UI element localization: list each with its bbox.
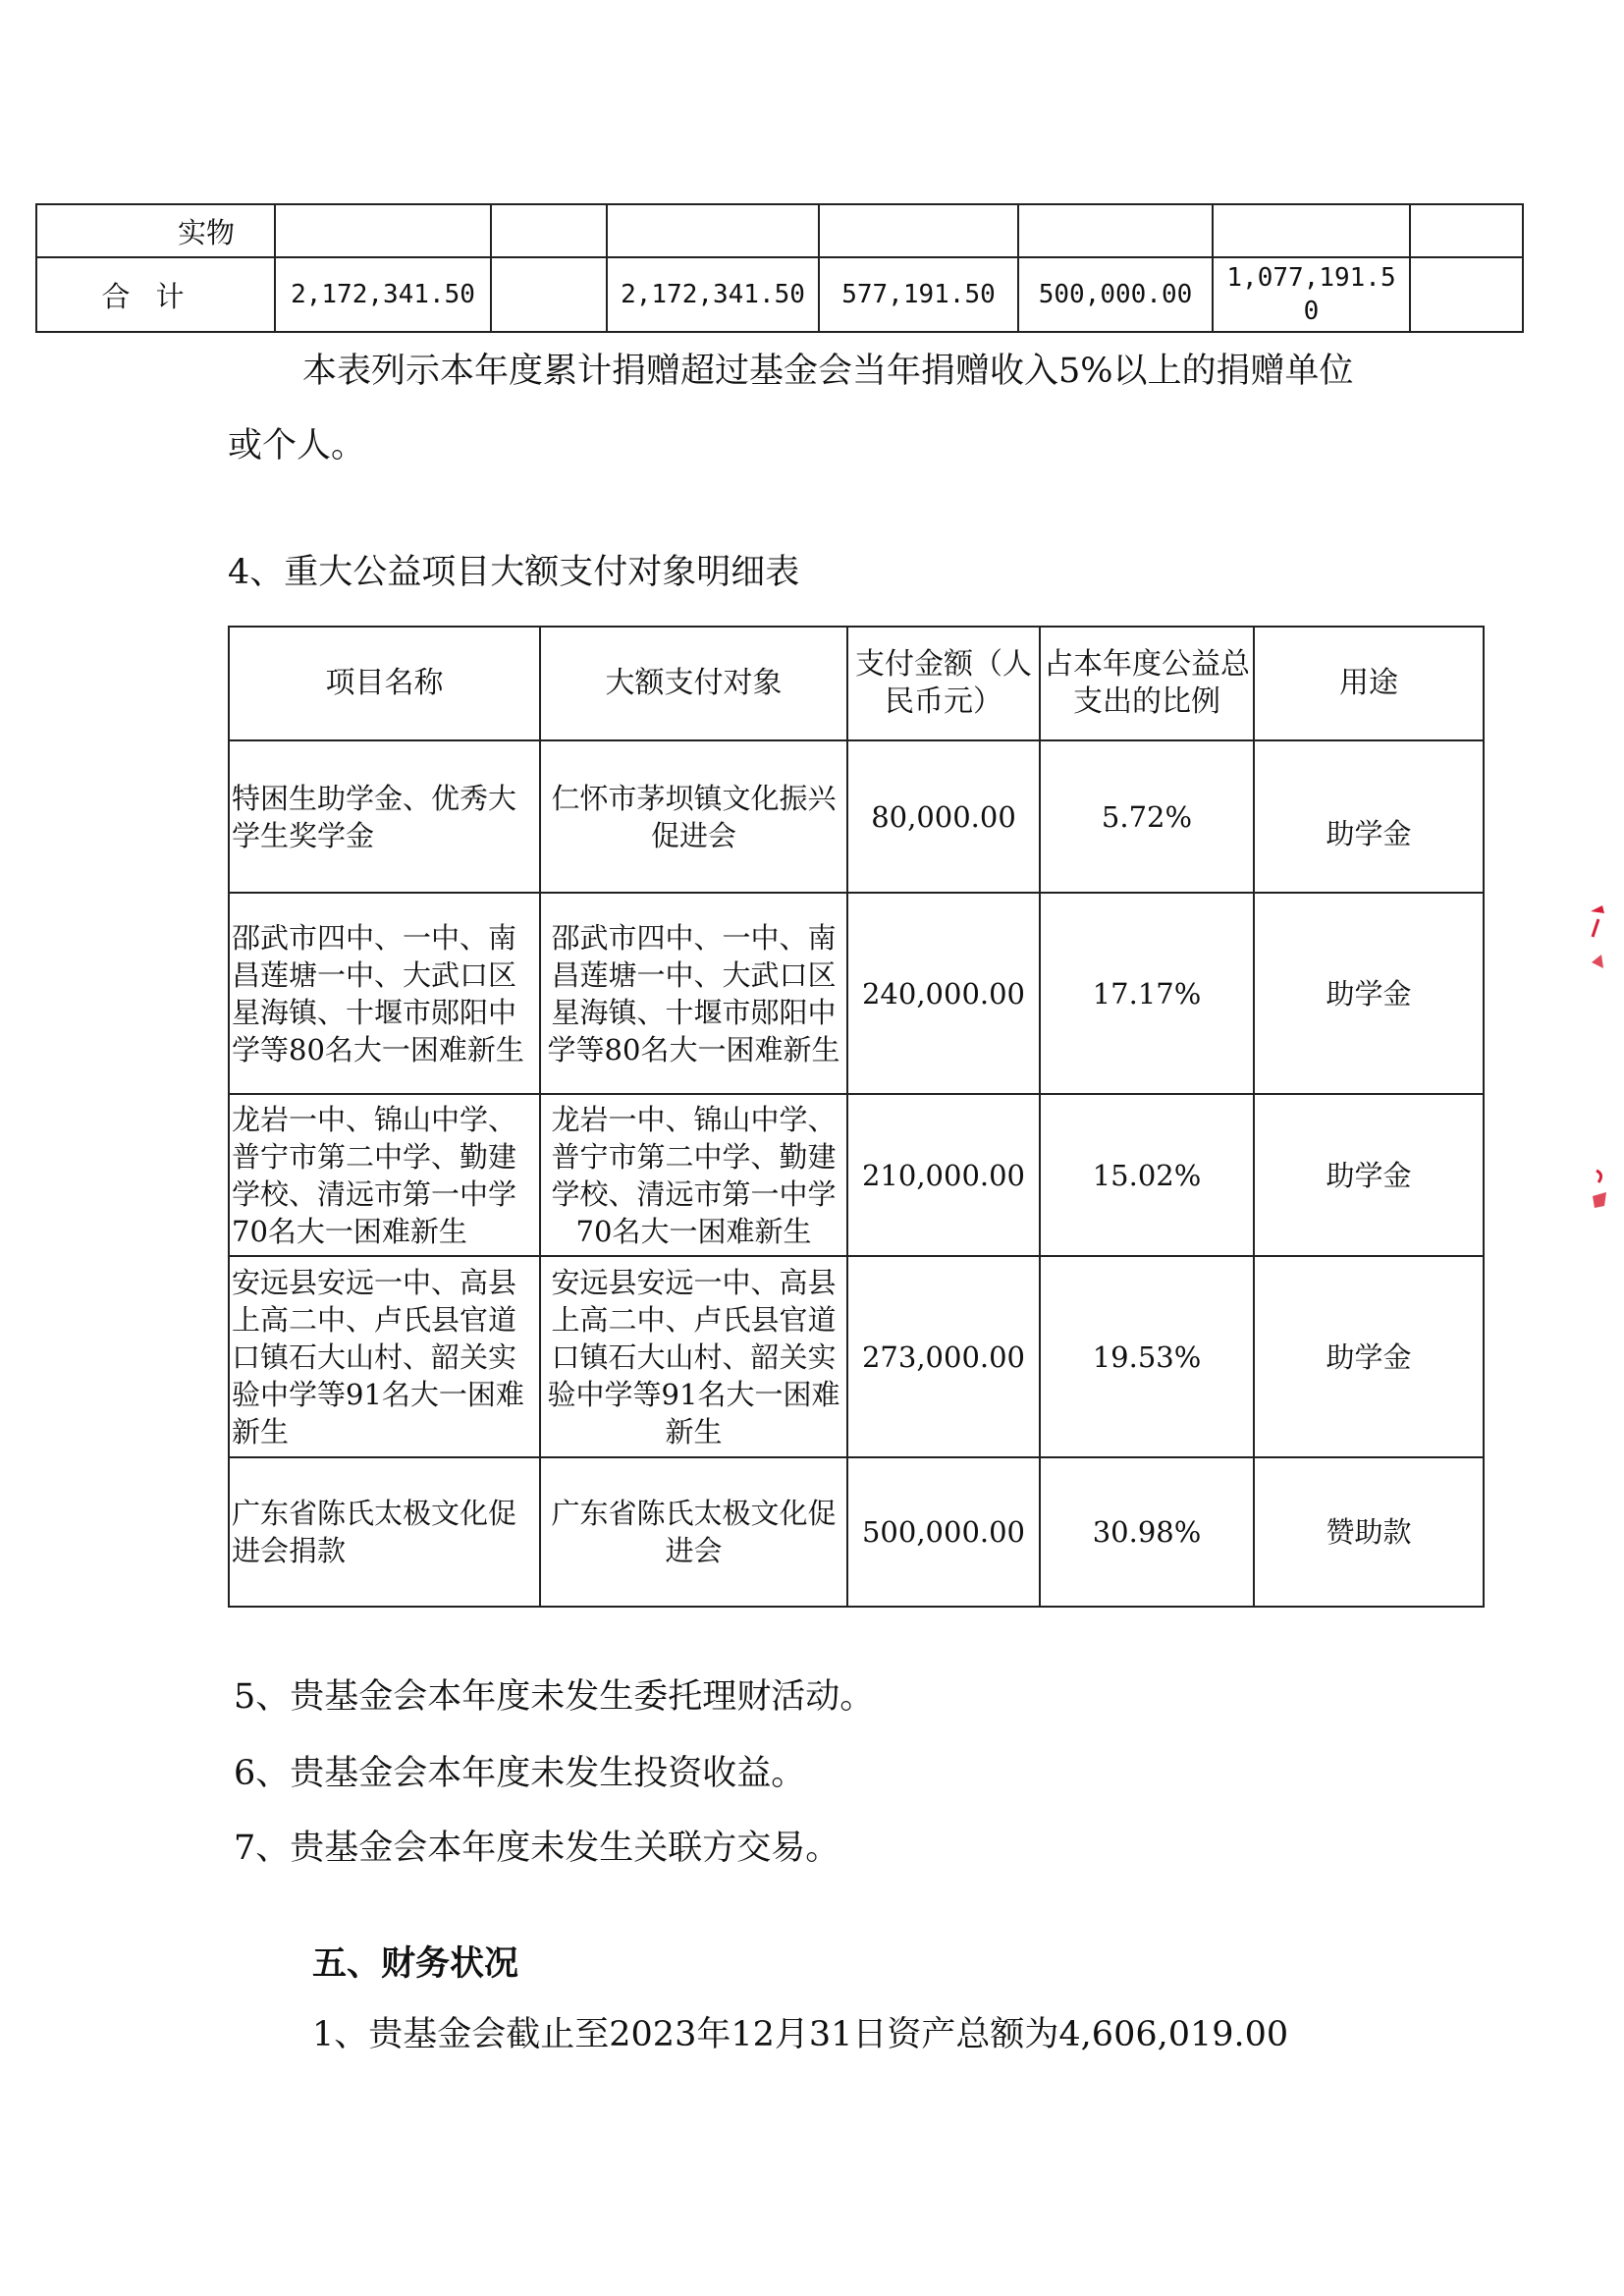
cell-amount: 240,000.00 bbox=[847, 893, 1040, 1094]
header-amount: 支付金额（人民币元） bbox=[847, 627, 1040, 740]
row-label-goods: 实物 bbox=[36, 204, 275, 257]
cell-use: 助学金 bbox=[1254, 1094, 1484, 1256]
cell-amount: 80,000.00 bbox=[847, 740, 1040, 893]
cell-use: 助学金 bbox=[1254, 740, 1484, 893]
header-ratio: 占本年度公益总支出的比例 bbox=[1040, 627, 1254, 740]
section-5-item-1: 1、贵基金会截止至2023年12月31日资产总额为4,606,019.00 bbox=[312, 2015, 1289, 2054]
section-5-title: 五、财务状况 bbox=[312, 1944, 519, 1984]
section-4-title: 4、重大公益项目大额支付对象明细表 bbox=[228, 553, 800, 592]
total-cell-6: 1,077,191.50 bbox=[1213, 257, 1410, 332]
cell-project: 安远县安远一中、高县上高二中、卢氏县官道口镇石大山村、韶关实验中学等91名大一困难新生 bbox=[229, 1256, 540, 1457]
cell-amount: 500,000.00 bbox=[847, 1457, 1040, 1607]
total-cell-1: 2,172,341.50 bbox=[275, 257, 491, 332]
cell-ratio: 15.02% bbox=[1040, 1094, 1254, 1256]
table-row-goods bbox=[36, 204, 1523, 257]
table-row bbox=[229, 1457, 1484, 1607]
item-5: 5、贵基金会本年度未发生委托理财活动。 bbox=[234, 1677, 875, 1717]
cell-project: 邵武市四中、一中、南昌莲塘一中、大武口区星海镇、十堰市郧阳中学等80名大一困难新生 bbox=[229, 893, 540, 1094]
total-cell-4: 577,191.50 bbox=[819, 257, 1018, 332]
table-row bbox=[229, 1256, 1484, 1457]
cell-ratio: 19.53% bbox=[1040, 1256, 1254, 1457]
total-cell-5: 500,000.00 bbox=[1018, 257, 1213, 332]
donation-summary-table bbox=[35, 203, 1524, 333]
cell-payee: 龙岩一中、锦山中学、普宁市第二中学、勤建学校、清远市第一中学70名大一困难新生 bbox=[540, 1094, 847, 1256]
total-cell-3: 2,172,341.50 bbox=[607, 257, 819, 332]
header-use: 用途 bbox=[1254, 627, 1484, 740]
cell-ratio: 17.17% bbox=[1040, 893, 1254, 1094]
item-6: 6、贵基金会本年度未发生投资收益。 bbox=[234, 1754, 806, 1793]
major-payment-table bbox=[228, 626, 1485, 1608]
cell-use: 助学金 bbox=[1254, 1256, 1484, 1457]
header-payee: 大额支付对象 bbox=[540, 627, 847, 740]
cell-project: 特困生助学金、优秀大学生奖学金 bbox=[229, 740, 540, 893]
red-stamp-fragment-icon bbox=[1589, 903, 1606, 982]
cell-project: 广东省陈氏太极文化促进会捐款 bbox=[229, 1457, 540, 1607]
cell-use: 赞助款 bbox=[1254, 1457, 1484, 1607]
cell-ratio: 5.72% bbox=[1040, 740, 1254, 893]
table-row bbox=[229, 1094, 1484, 1256]
table-row bbox=[229, 893, 1484, 1094]
cell-use: 助学金 bbox=[1254, 893, 1484, 1094]
cell-ratio: 30.98% bbox=[1040, 1457, 1254, 1607]
table-row-total bbox=[36, 257, 1523, 332]
table-row bbox=[229, 740, 1484, 893]
cell-amount: 210,000.00 bbox=[847, 1094, 1040, 1256]
donation-note: 本表列示本年度累计捐赠超过基金会当年捐赠收入5%以上的捐赠单位或个人。 bbox=[228, 352, 1354, 465]
header-project: 项目名称 bbox=[229, 627, 540, 740]
cell-payee: 邵武市四中、一中、南昌莲塘一中、大武口区星海镇、十堰市郧阳中学等80名大一困难新生 bbox=[540, 893, 847, 1094]
cell-project: 龙岩一中、锦山中学、普宁市第二中学、勤建学校、清远市第一中学70名大一困难新生 bbox=[229, 1094, 540, 1256]
row-label-total: 合计 bbox=[36, 257, 275, 332]
red-stamp-fragment-2-icon bbox=[1591, 1167, 1610, 1212]
cell-payee: 广东省陈氏太极文化促进会 bbox=[540, 1457, 847, 1607]
item-7: 7、贵基金会本年度未发生关联方交易。 bbox=[234, 1829, 840, 1868]
cell-payee: 仁怀市茅坝镇文化振兴促进会 bbox=[540, 740, 847, 893]
cell-amount: 273,000.00 bbox=[847, 1256, 1040, 1457]
cell-payee: 安远县安远一中、高县上高二中、卢氏县官道口镇石大山村、韶关实验中学等91名大一困难新生 bbox=[540, 1256, 847, 1457]
table-header-row bbox=[229, 627, 1484, 740]
